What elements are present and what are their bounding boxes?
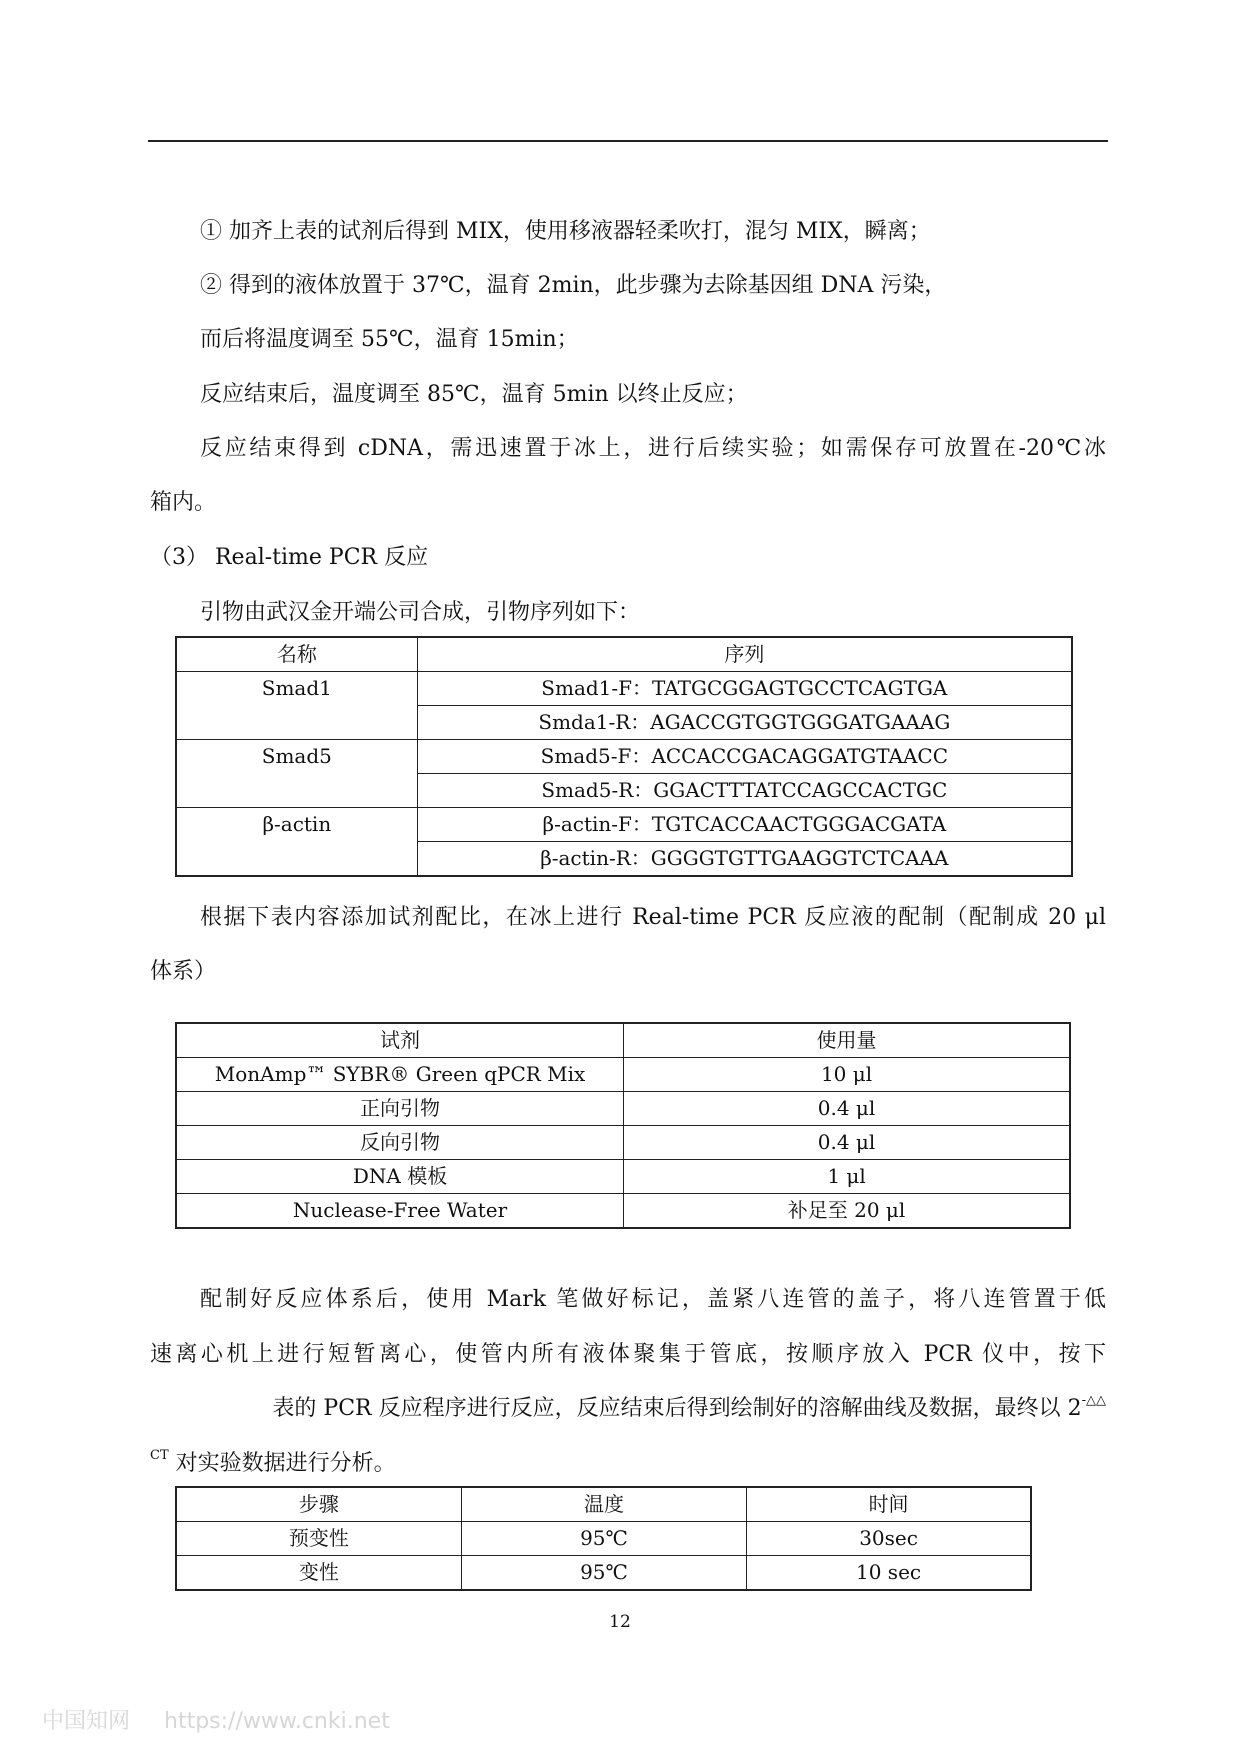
- recipe-intro: 根据下表内容添加试剂配比，在冰上进行 Real-time PCR 反应液的配制（配制成 20 μl: [200, 905, 1106, 930]
- time-cell: 30sec: [747, 1522, 1031, 1556]
- pcr-program-table: [175, 1486, 1032, 1591]
- table-header-cell: 时间: [747, 1487, 1031, 1522]
- amount-cell: 10 μl: [624, 1058, 1070, 1092]
- sequence-cell: Smda1-R：AGACCGTGGTGGGATGAAAG: [417, 706, 1072, 740]
- sequence-cell: Smad5-R：GGACTTTATCCAGCCACTGC: [417, 774, 1072, 808]
- watermark-brand: 中国知网: [42, 1709, 131, 1734]
- procedure-line-2: 速离心机上进行短暂离心，使管内所有液体聚集于管底，按顺序放入 PCR 仪中，按下: [150, 1342, 1106, 1367]
- procedure-line-4-text: 对实验数据进行分析。: [168, 1451, 396, 1476]
- paragraph-step4-cont: 箱内。: [150, 490, 217, 515]
- procedure-line-3: [150, 1394, 1106, 1424]
- table-header-cell: 步骤: [176, 1487, 461, 1522]
- paragraph-step2: ② 得到的液体放置于 37℃，温育 2min，此步骤为去除基因组 DNA 污染，: [200, 273, 947, 298]
- table-row: [176, 808, 1072, 842]
- paragraph-step3: 反应结束后，温度调至 85℃，温育 5min 以终止反应；: [200, 382, 748, 407]
- step-cell: 预变性: [176, 1522, 461, 1556]
- paragraph-step2-cont: 而后将温度调至 55℃，温育 15min；: [200, 327, 579, 352]
- reagent-cell: 反向引物: [176, 1126, 624, 1160]
- primer-intro: 引物由武汉金开端公司合成，引物序列如下：: [200, 600, 641, 625]
- table-row: [176, 1556, 1031, 1591]
- amount-cell: 0.4 μl: [624, 1092, 1070, 1126]
- header-rule: [148, 140, 1108, 142]
- table-header-cell: 温度: [461, 1487, 746, 1522]
- table-header-cell: 序列: [417, 637, 1072, 672]
- reagent-cell: MonAmp™ SYBR® Green qPCR Mix: [176, 1058, 624, 1092]
- table-header-row: [176, 1023, 1070, 1058]
- table-header-cell: 名称: [176, 637, 417, 672]
- table-header-row: [176, 637, 1072, 672]
- reagent-cell: Nuclease-Free Water: [176, 1194, 624, 1229]
- table-header-row: [176, 1487, 1031, 1522]
- table-row: [176, 740, 1072, 774]
- table-row: [176, 672, 1072, 706]
- amount-cell: 1 μl: [624, 1160, 1070, 1194]
- primer-table: [175, 636, 1073, 877]
- temperature-cell: 95℃: [461, 1556, 746, 1591]
- paragraph-step1: ① 加齐上表的试剂后得到 MIX，使用移液器轻柔吹打，混匀 MIX，瞬离；: [200, 219, 931, 244]
- table-header-cell: 试剂: [176, 1023, 624, 1058]
- procedure-line-4: [150, 1449, 396, 1479]
- table-row: [176, 1522, 1031, 1556]
- page-number: 12: [609, 1612, 631, 1632]
- amount-cell: 0.4 μl: [624, 1126, 1070, 1160]
- table-row: [176, 1126, 1070, 1160]
- table-row: [176, 1092, 1070, 1126]
- step-cell: 变性: [176, 1556, 461, 1591]
- procedure-line-1: 配制好反应体系后，使用 Mark 笔做好标记，盖紧八连管的盖子，将八连管置于低: [200, 1287, 1106, 1312]
- temperature-cell: 95℃: [461, 1522, 746, 1556]
- amount-cell: 补足至 20 μl: [624, 1194, 1070, 1229]
- section-heading: （3） Real-time PCR 反应: [150, 545, 429, 570]
- recipe-intro-cont: 体系）: [150, 959, 217, 984]
- procedure-line-3-text: 表的 PCR 反应程序进行反应，反应结束后得到绘制好的溶解曲线及数据，最终以 2: [272, 1396, 1082, 1421]
- table-row: [176, 1194, 1070, 1229]
- watermark-url: https://www.cnki.net: [164, 1709, 390, 1734]
- sequence-cell: β-actin-F：TGTCACCAACTGGGACGATA: [417, 808, 1072, 842]
- table-row: [176, 1160, 1070, 1194]
- reagent-table: [175, 1022, 1071, 1229]
- sequence-cell: Smad5-F：ACCACCGACAGGATGTAACC: [417, 740, 1072, 774]
- reagent-cell: 正向引物: [176, 1092, 624, 1126]
- reagent-cell: DNA 模板: [176, 1160, 624, 1194]
- gene-name-cell: Smad1: [176, 672, 417, 740]
- delta-delta-superscript: -△△: [1081, 1393, 1106, 1408]
- ct-superscript: CT: [150, 1448, 169, 1463]
- sequence-cell: β-actin-R：GGGGTGTTGAAGGTCTCAAA: [417, 842, 1072, 877]
- gene-name-cell: Smad5: [176, 740, 417, 808]
- table-row: [176, 1058, 1070, 1092]
- time-cell: 10 sec: [747, 1556, 1031, 1591]
- watermark: [42, 1704, 424, 1735]
- table-header-cell: 使用量: [624, 1023, 1070, 1058]
- gene-name-cell: β-actin: [176, 808, 417, 877]
- paragraph-step4: 反应结束得到 cDNA，需迅速置于冰上，进行后续实验；如需保存可放置在-20℃冰: [200, 436, 1106, 461]
- sequence-cell: Smad1-F：TATGCGGAGTGCCTCAGTGA: [417, 672, 1072, 706]
